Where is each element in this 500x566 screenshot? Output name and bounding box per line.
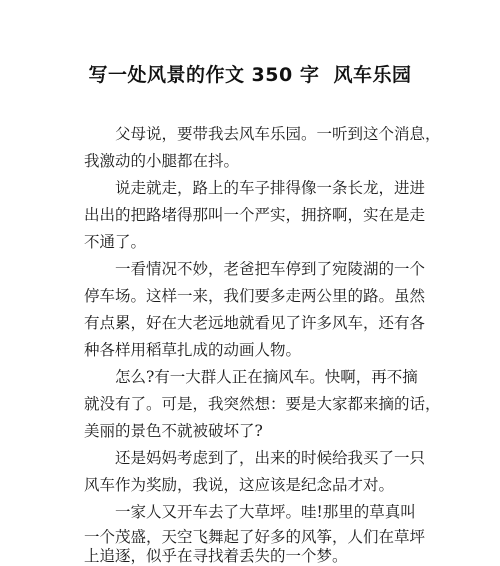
text-line: 说走就走，路上的车子排得像一条长龙，进进 <box>84 179 426 197</box>
text-line: 一个茂盛，天空飞舞起了好多的风筝，人们在草坪 <box>84 528 426 546</box>
text-line: 出出的把路堵得那叫一个严实，拥挤啊，实在是走 <box>84 206 426 224</box>
text-line: 就没有了。可是，我突然想：要是大家都来摘的话， <box>84 395 441 413</box>
text-line: 一家人又开车去了大草坪。哇!那里的草真叫 <box>84 503 416 521</box>
text-line: 不通了。 <box>84 233 147 251</box>
text-line: 还是妈妈考虑到了，出来的时候给我买了一只 <box>84 449 426 467</box>
text-line: 怎么?有一大群人正在摘风车。快啊，再不摘 <box>84 368 418 386</box>
document-title: 写一处风景的作文 350 字 风车乐园 <box>88 64 412 86</box>
text-line: 我激动的小腿都在抖。 <box>84 152 240 170</box>
text-line: 有点累，好在大老远地就看见了许多风车，还有各 <box>84 314 426 332</box>
text-line: 上追逐，似乎在寻找着丢失的一个梦。 <box>84 547 348 565</box>
text-line: 美丽的景色不就被破坏了? <box>84 422 263 440</box>
text-line: 种各样用稻草扎成的动画人物。 <box>84 341 302 359</box>
text-line: 一看情况不妙，老爸把车停到了宛陵湖的一个 <box>84 260 426 278</box>
text-line: 风车作为奖励，我说，这应该是纪念品才对。 <box>84 476 395 494</box>
text-line: 停车场。这样一来，我们要多走两公里的路。虽然 <box>84 287 426 305</box>
text-line: 父母说，要带我去风车乐园。一听到这个消息， <box>84 125 441 143</box>
